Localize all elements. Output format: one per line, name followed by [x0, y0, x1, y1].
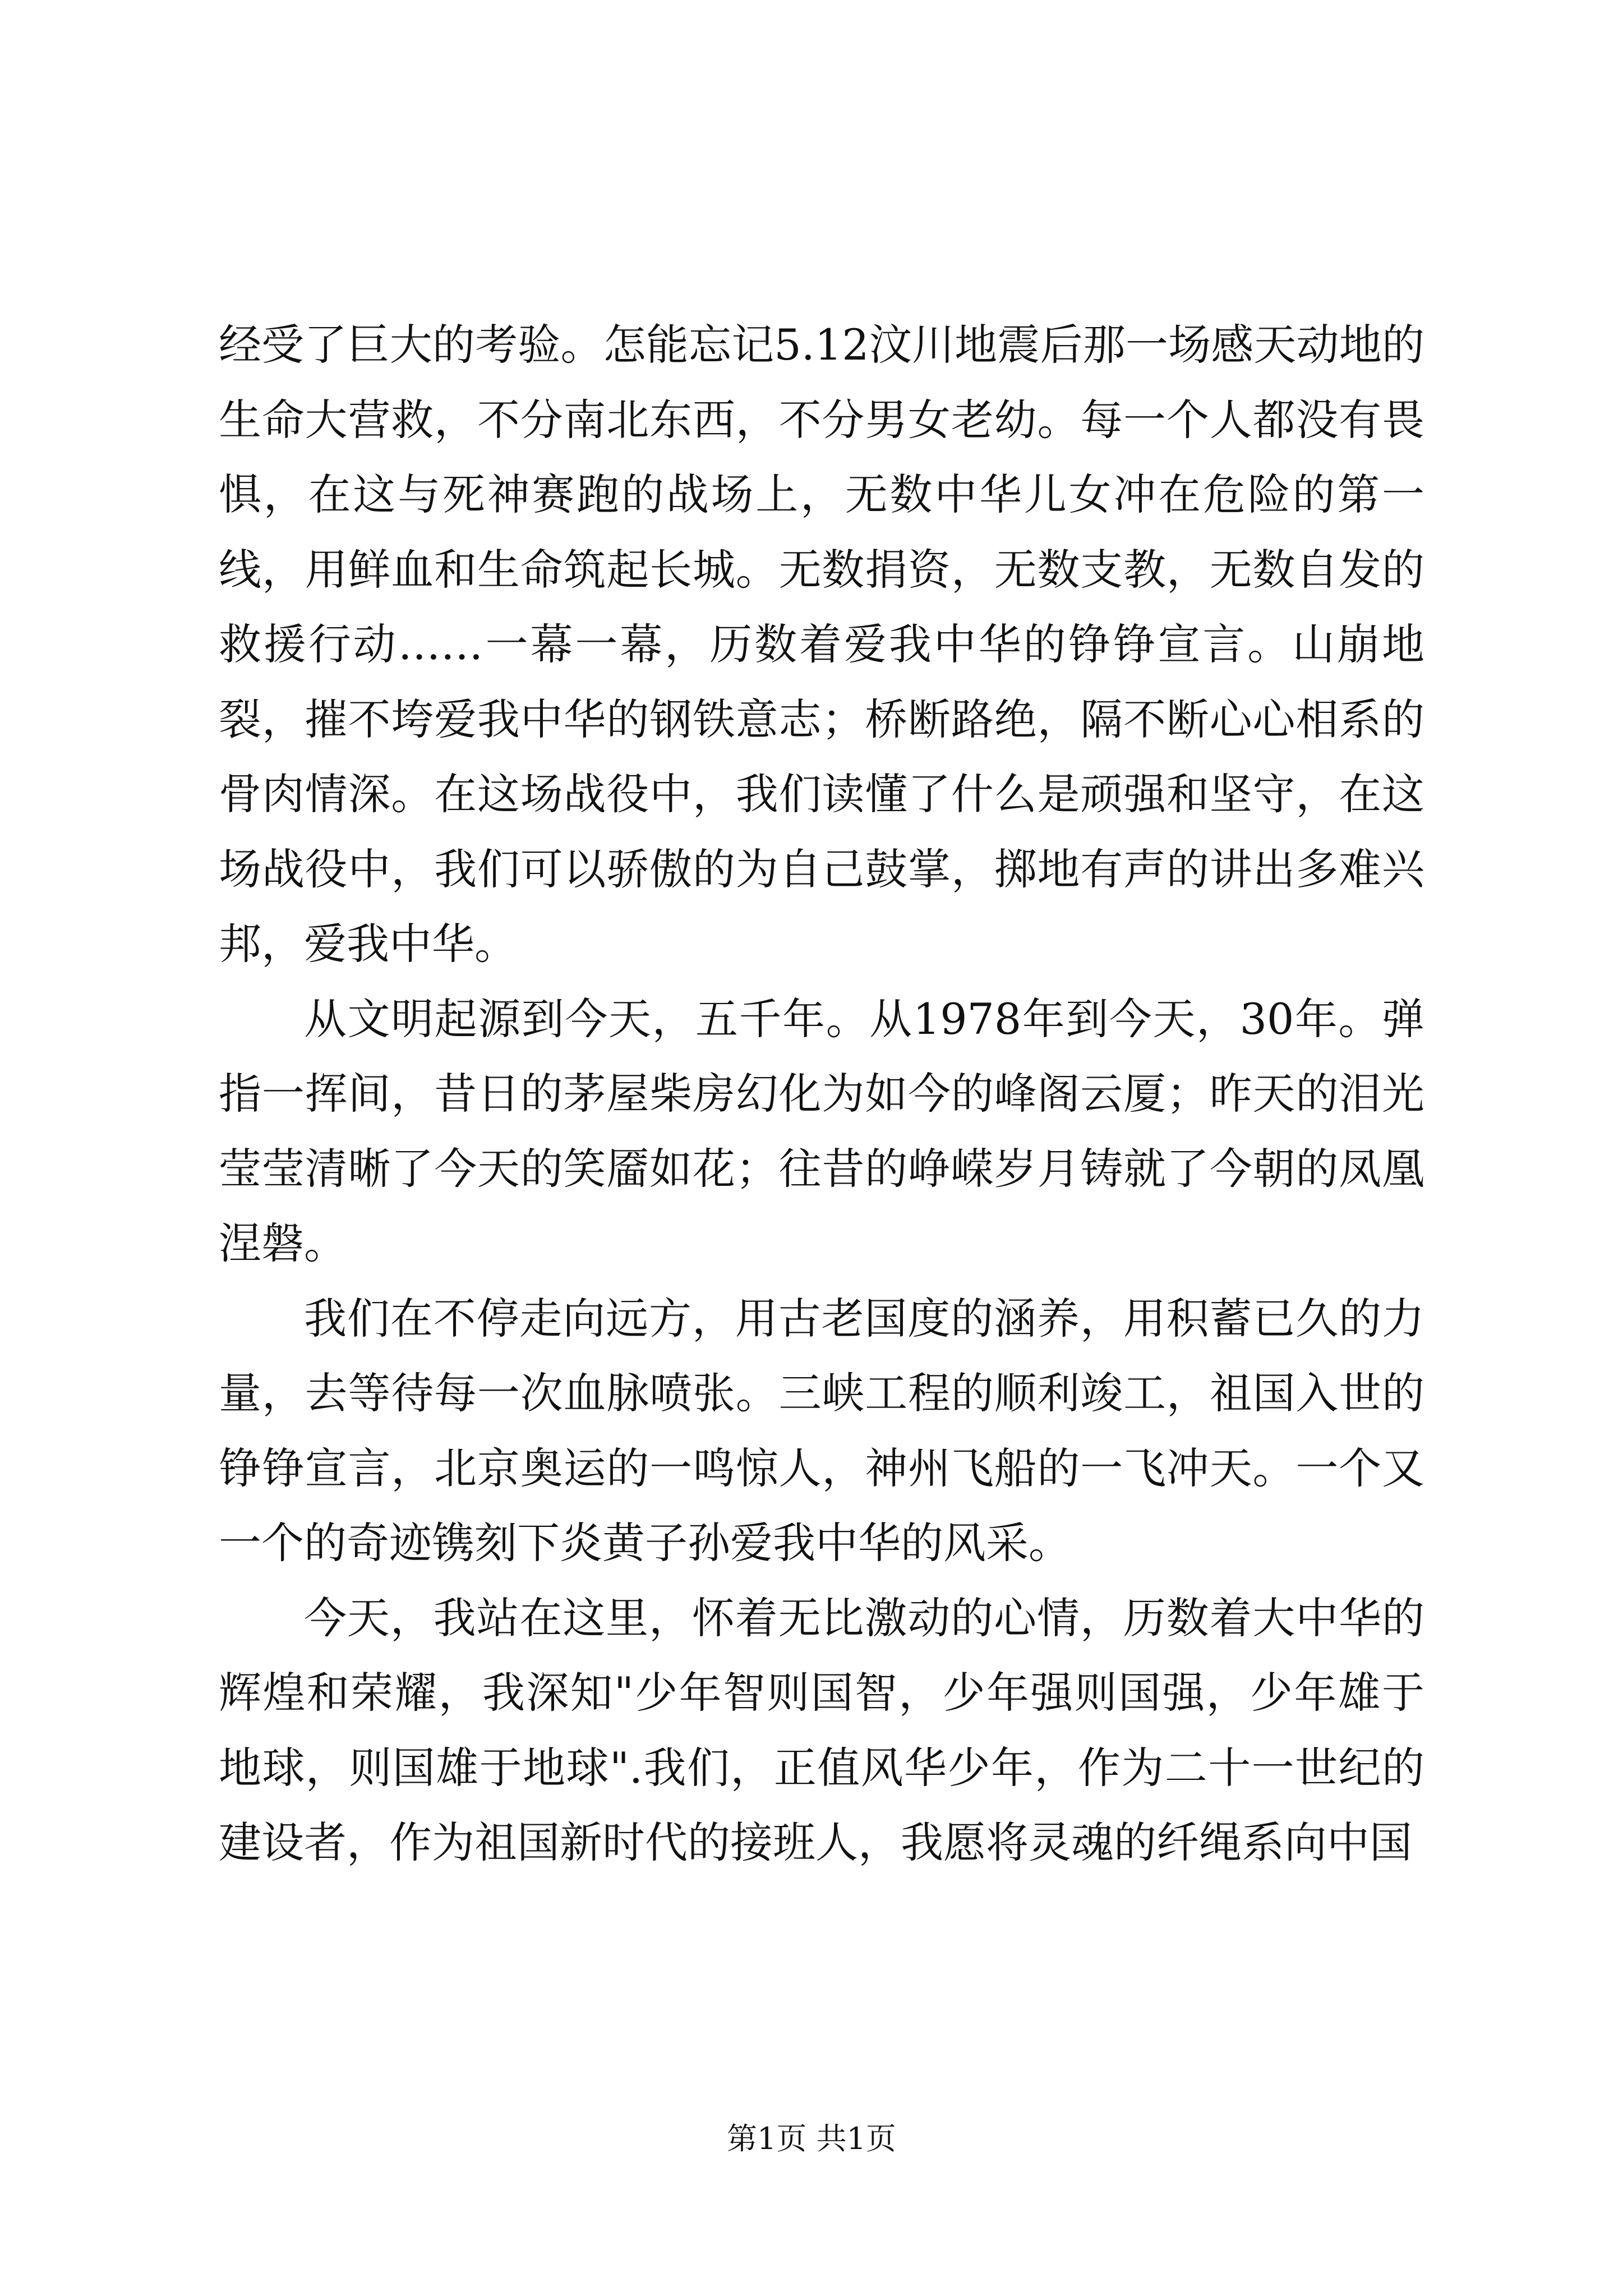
paragraph-1: 经受了巨大的考验。怎能忘记5.12汶川地震后那一场感天动地的生命大营救，不分南北东西，不分男女老幼。每一个人都没有畏惧，在这与死神赛跑的战场上，无数中华儿女冲在危险的第一线，用鲜血和生命筑起长城。无数捐资，无数支教，无数自发的救援行动……一幕一幕，历数着爱我中华的铮铮宣言。山崩地裂，摧不垮爱我中华的钢铁意志；桥断路绝，隔不断心心相系的骨肉情深。在这场战役中，我们读懂了什么是顽强和坚守，在这场战役中，我们可以骄傲的为自己鼓掌，掷地有声的讲出多难兴邦，爱我中华。 — [219, 320, 1424, 969]
paragraph-2: 从文明起源到今天，五千年。从1978年到今天，30年。弹指一挥间，昔日的茅屋柴房幻化为如今的峰阁云厦；昨天的泪光莹莹清晰了今天的笑靥如花；往昔的峥嵘岁月铸就了今朝的凤凰涅磐。 — [219, 993, 1424, 1268]
paragraph-4: 今天，我站在这里，怀着无比激动的心情，历数着大中华的辉煌和荣耀，我深知"少年智则国智，少年强则国强，少年雄于地球，则国雄于地球".我们，正值风华少年，作为二十一世纪的建设者，作为祖国新时代的接班人，我愿将灵魂的纤绳系向中国 — [219, 1593, 1424, 1867]
page-footer: 第1页 共1页 — [727, 2121, 896, 2156]
paragraph-3: 我们在不停走向远方，用古老国度的涵养，用积蓄已久的力量，去等待每一次血脉喷张。三峡工程的顺利竣工，祖国入世的铮铮宣言，北京奥运的一鸣惊人，神州飞船的一飞冲天。一个又一个的奇迹镌刻下炎黄子孙爱我中华的风采。 — [219, 1293, 1424, 1568]
document-body — [219, 307, 1424, 1880]
